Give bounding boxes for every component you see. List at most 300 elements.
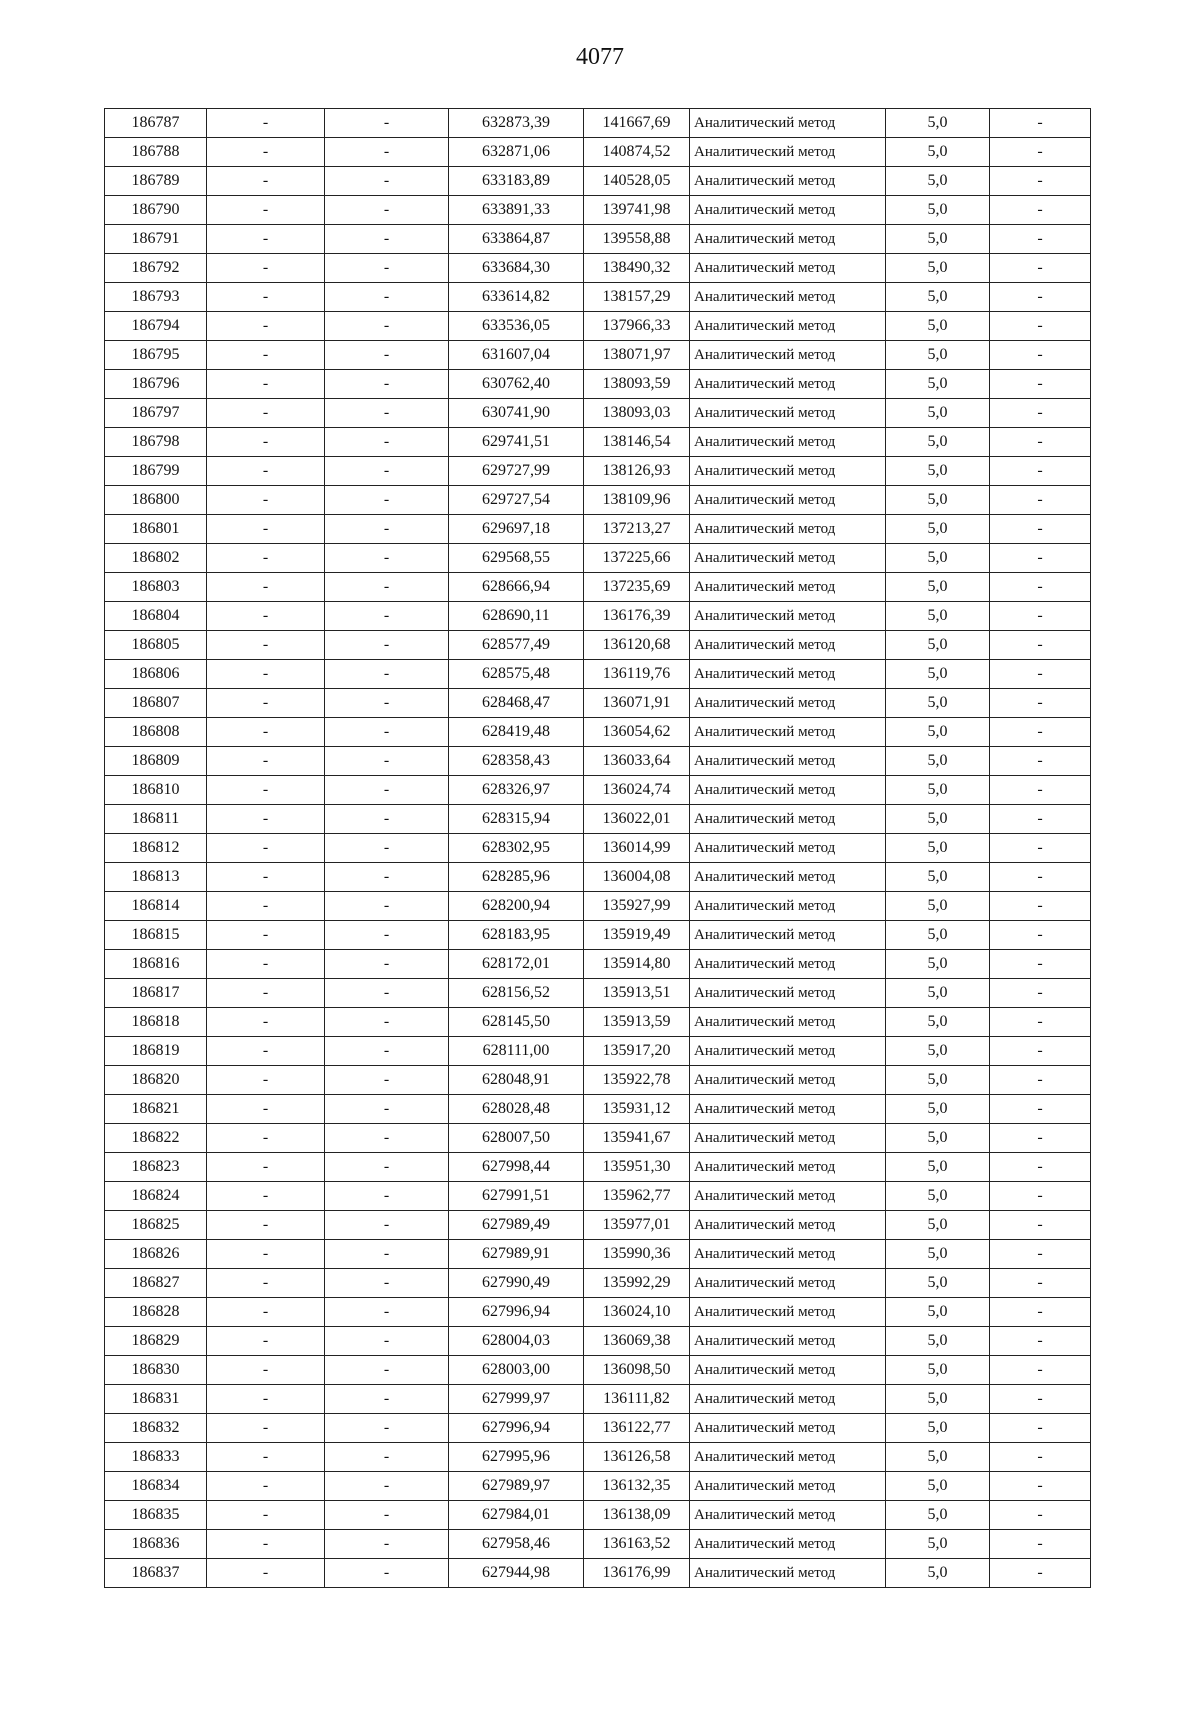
point-number-cell: 186803 [105, 573, 207, 602]
table-row [105, 254, 1091, 283]
table-row [105, 138, 1091, 167]
x-coordinate-cell: 628419,48 [449, 718, 584, 747]
empty-cell-3: - [990, 225, 1091, 254]
y-coordinate-cell: 136111,82 [584, 1385, 690, 1414]
empty-cell-1: - [207, 660, 325, 689]
table-row [105, 1240, 1091, 1269]
x-coordinate-cell: 633183,89 [449, 167, 584, 196]
empty-cell-2: - [325, 167, 449, 196]
method-cell: Аналитический метод [690, 341, 886, 370]
empty-cell-1: - [207, 312, 325, 341]
empty-cell-2: - [325, 602, 449, 631]
empty-cell-1: - [207, 1559, 325, 1588]
empty-cell-1: - [207, 138, 325, 167]
point-number-cell: 186834 [105, 1472, 207, 1501]
y-coordinate-cell: 138093,03 [584, 399, 690, 428]
empty-cell-3: - [990, 631, 1091, 660]
y-coordinate-cell: 135951,30 [584, 1153, 690, 1182]
empty-cell-1: - [207, 225, 325, 254]
empty-cell-2: - [325, 950, 449, 979]
empty-cell-2: - [325, 225, 449, 254]
y-coordinate-cell: 136119,76 [584, 660, 690, 689]
empty-cell-3: - [990, 602, 1091, 631]
empty-cell-1: - [207, 892, 325, 921]
empty-cell-3: - [990, 1008, 1091, 1037]
y-coordinate-cell: 135992,29 [584, 1269, 690, 1298]
point-number-cell: 186815 [105, 921, 207, 950]
empty-cell-2: - [325, 573, 449, 602]
empty-cell-3: - [990, 1327, 1091, 1356]
x-coordinate-cell: 628007,50 [449, 1124, 584, 1153]
point-number-cell: 186832 [105, 1414, 207, 1443]
method-cell: Аналитический метод [690, 834, 886, 863]
empty-cell-1: - [207, 515, 325, 544]
method-cell: Аналитический метод [690, 921, 886, 950]
empty-cell-2: - [325, 1095, 449, 1124]
empty-cell-2: - [325, 1066, 449, 1095]
method-cell: Аналитический метод [690, 370, 886, 399]
accuracy-cell: 5,0 [886, 718, 990, 747]
empty-cell-1: - [207, 1414, 325, 1443]
empty-cell-2: - [325, 283, 449, 312]
empty-cell-2: - [325, 1037, 449, 1066]
point-number-cell: 186796 [105, 370, 207, 399]
method-cell: Аналитический метод [690, 225, 886, 254]
empty-cell-2: - [325, 1443, 449, 1472]
empty-cell-1: - [207, 1008, 325, 1037]
y-coordinate-cell: 135919,49 [584, 921, 690, 950]
empty-cell-1: - [207, 1443, 325, 1472]
table-row [105, 776, 1091, 805]
method-cell: Аналитический метод [690, 863, 886, 892]
y-coordinate-cell: 136054,62 [584, 718, 690, 747]
accuracy-cell: 5,0 [886, 776, 990, 805]
method-cell: Аналитический метод [690, 631, 886, 660]
accuracy-cell: 5,0 [886, 428, 990, 457]
empty-cell-2: - [325, 1124, 449, 1153]
point-number-cell: 186833 [105, 1443, 207, 1472]
x-coordinate-cell: 627996,94 [449, 1298, 584, 1327]
y-coordinate-cell: 136098,50 [584, 1356, 690, 1385]
empty-cell-1: - [207, 1501, 325, 1530]
x-coordinate-cell: 628145,50 [449, 1008, 584, 1037]
method-cell: Аналитический метод [690, 515, 886, 544]
empty-cell-2: - [325, 1559, 449, 1588]
method-cell: Аналитический метод [690, 486, 886, 515]
empty-cell-3: - [990, 138, 1091, 167]
empty-cell-1: - [207, 1153, 325, 1182]
table-row [105, 283, 1091, 312]
empty-cell-2: - [325, 138, 449, 167]
table-row [105, 167, 1091, 196]
empty-cell-3: - [990, 1501, 1091, 1530]
y-coordinate-cell: 135931,12 [584, 1095, 690, 1124]
point-number-cell: 186826 [105, 1240, 207, 1269]
method-cell: Аналитический метод [690, 1298, 886, 1327]
table-row [105, 1269, 1091, 1298]
table-row [105, 805, 1091, 834]
empty-cell-1: - [207, 1385, 325, 1414]
x-coordinate-cell: 627958,46 [449, 1530, 584, 1559]
empty-cell-2: - [325, 399, 449, 428]
empty-cell-1: - [207, 747, 325, 776]
table-row [105, 1066, 1091, 1095]
point-number-cell: 186837 [105, 1559, 207, 1588]
point-number-cell: 186790 [105, 196, 207, 225]
accuracy-cell: 5,0 [886, 457, 990, 486]
point-number-cell: 186819 [105, 1037, 207, 1066]
empty-cell-3: - [990, 515, 1091, 544]
empty-cell-3: - [990, 1414, 1091, 1443]
accuracy-cell: 5,0 [886, 1356, 990, 1385]
y-coordinate-cell: 140874,52 [584, 138, 690, 167]
method-cell: Аналитический метод [690, 254, 886, 283]
empty-cell-3: - [990, 689, 1091, 718]
point-number-cell: 186822 [105, 1124, 207, 1153]
y-coordinate-cell: 135927,99 [584, 892, 690, 921]
empty-cell-2: - [325, 312, 449, 341]
x-coordinate-cell: 628183,95 [449, 921, 584, 950]
x-coordinate-cell: 629727,99 [449, 457, 584, 486]
empty-cell-3: - [990, 1443, 1091, 1472]
empty-cell-2: - [325, 428, 449, 457]
accuracy-cell: 5,0 [886, 341, 990, 370]
table-row [105, 1385, 1091, 1414]
empty-cell-1: - [207, 718, 325, 747]
x-coordinate-cell: 632871,06 [449, 138, 584, 167]
method-cell: Аналитический метод [690, 399, 886, 428]
x-coordinate-cell: 627989,49 [449, 1211, 584, 1240]
method-cell: Аналитический метод [690, 1037, 886, 1066]
point-number-cell: 186798 [105, 428, 207, 457]
empty-cell-2: - [325, 1327, 449, 1356]
point-number-cell: 186804 [105, 602, 207, 631]
point-number-cell: 186792 [105, 254, 207, 283]
method-cell: Аналитический метод [690, 1443, 886, 1472]
method-cell: Аналитический метод [690, 1066, 886, 1095]
method-cell: Аналитический метод [690, 1385, 886, 1414]
method-cell: Аналитический метод [690, 689, 886, 718]
accuracy-cell: 5,0 [886, 1153, 990, 1182]
x-coordinate-cell: 629697,18 [449, 515, 584, 544]
empty-cell-1: - [207, 573, 325, 602]
point-number-cell: 186810 [105, 776, 207, 805]
method-cell: Аналитический метод [690, 1269, 886, 1298]
empty-cell-3: - [990, 1066, 1091, 1095]
accuracy-cell: 5,0 [886, 979, 990, 1008]
table-row [105, 341, 1091, 370]
x-coordinate-cell: 627998,44 [449, 1153, 584, 1182]
y-coordinate-cell: 139741,98 [584, 196, 690, 225]
method-cell: Аналитический метод [690, 602, 886, 631]
empty-cell-3: - [990, 718, 1091, 747]
table-row [105, 1530, 1091, 1559]
method-cell: Аналитический метод [690, 1327, 886, 1356]
empty-cell-3: - [990, 660, 1091, 689]
empty-cell-2: - [325, 631, 449, 660]
point-number-cell: 186791 [105, 225, 207, 254]
y-coordinate-cell: 136069,38 [584, 1327, 690, 1356]
empty-cell-3: - [990, 254, 1091, 283]
empty-cell-3: - [990, 109, 1091, 138]
x-coordinate-cell: 627996,94 [449, 1414, 584, 1443]
x-coordinate-cell: 629741,51 [449, 428, 584, 457]
table-row [105, 457, 1091, 486]
x-coordinate-cell: 633684,30 [449, 254, 584, 283]
empty-cell-1: - [207, 1124, 325, 1153]
y-coordinate-cell: 141667,69 [584, 109, 690, 138]
empty-cell-2: - [325, 457, 449, 486]
empty-cell-2: - [325, 109, 449, 138]
table-row [105, 1008, 1091, 1037]
empty-cell-1: - [207, 950, 325, 979]
point-number-cell: 186830 [105, 1356, 207, 1385]
method-cell: Аналитический метод [690, 805, 886, 834]
empty-cell-1: - [207, 1530, 325, 1559]
empty-cell-2: - [325, 515, 449, 544]
y-coordinate-cell: 135917,20 [584, 1037, 690, 1066]
table-row [105, 573, 1091, 602]
method-cell: Аналитический метод [690, 312, 886, 341]
method-cell: Аналитический метод [690, 747, 886, 776]
accuracy-cell: 5,0 [886, 1472, 990, 1501]
method-cell: Аналитический метод [690, 1124, 886, 1153]
accuracy-cell: 5,0 [886, 1182, 990, 1211]
point-number-cell: 186805 [105, 631, 207, 660]
point-number-cell: 186797 [105, 399, 207, 428]
empty-cell-3: - [990, 370, 1091, 399]
point-number-cell: 186789 [105, 167, 207, 196]
accuracy-cell: 5,0 [886, 805, 990, 834]
x-coordinate-cell: 628666,94 [449, 573, 584, 602]
empty-cell-3: - [990, 979, 1091, 1008]
empty-cell-2: - [325, 834, 449, 863]
y-coordinate-cell: 137235,69 [584, 573, 690, 602]
empty-cell-3: - [990, 1037, 1091, 1066]
x-coordinate-cell: 633614,82 [449, 283, 584, 312]
x-coordinate-cell: 628048,91 [449, 1066, 584, 1095]
table-row [105, 834, 1091, 863]
empty-cell-1: - [207, 1240, 325, 1269]
accuracy-cell: 5,0 [886, 834, 990, 863]
empty-cell-2: - [325, 341, 449, 370]
point-number-cell: 186793 [105, 283, 207, 312]
empty-cell-3: - [990, 1356, 1091, 1385]
x-coordinate-cell: 628004,03 [449, 1327, 584, 1356]
empty-cell-1: - [207, 1037, 325, 1066]
method-cell: Аналитический метод [690, 1530, 886, 1559]
empty-cell-1: - [207, 1327, 325, 1356]
method-cell: Аналитический метод [690, 1240, 886, 1269]
y-coordinate-cell: 136138,09 [584, 1501, 690, 1530]
method-cell: Аналитический метод [690, 1472, 886, 1501]
empty-cell-3: - [990, 1211, 1091, 1240]
empty-cell-1: - [207, 399, 325, 428]
empty-cell-3: - [990, 834, 1091, 863]
accuracy-cell: 5,0 [886, 312, 990, 341]
empty-cell-2: - [325, 805, 449, 834]
method-cell: Аналитический метод [690, 979, 886, 1008]
x-coordinate-cell: 628172,01 [449, 950, 584, 979]
y-coordinate-cell: 137213,27 [584, 515, 690, 544]
x-coordinate-cell: 633864,87 [449, 225, 584, 254]
accuracy-cell: 5,0 [886, 515, 990, 544]
x-coordinate-cell: 628358,43 [449, 747, 584, 776]
accuracy-cell: 5,0 [886, 892, 990, 921]
x-coordinate-cell: 628003,00 [449, 1356, 584, 1385]
table-row [105, 747, 1091, 776]
empty-cell-1: - [207, 486, 325, 515]
point-number-cell: 186814 [105, 892, 207, 921]
x-coordinate-cell: 632873,39 [449, 109, 584, 138]
y-coordinate-cell: 135914,80 [584, 950, 690, 979]
y-coordinate-cell: 138071,97 [584, 341, 690, 370]
table-row [105, 1559, 1091, 1588]
empty-cell-2: - [325, 1530, 449, 1559]
empty-cell-3: - [990, 312, 1091, 341]
empty-cell-3: - [990, 863, 1091, 892]
empty-cell-2: - [325, 892, 449, 921]
accuracy-cell: 5,0 [886, 138, 990, 167]
y-coordinate-cell: 135913,59 [584, 1008, 690, 1037]
empty-cell-1: - [207, 602, 325, 631]
accuracy-cell: 5,0 [886, 573, 990, 602]
method-cell: Аналитический метод [690, 138, 886, 167]
point-number-cell: 186827 [105, 1269, 207, 1298]
empty-cell-1: - [207, 805, 325, 834]
table-row [105, 1153, 1091, 1182]
y-coordinate-cell: 138490,32 [584, 254, 690, 283]
table-row [105, 1327, 1091, 1356]
empty-cell-3: - [990, 1124, 1091, 1153]
x-coordinate-cell: 628326,97 [449, 776, 584, 805]
y-coordinate-cell: 136176,99 [584, 1559, 690, 1588]
table-row [105, 196, 1091, 225]
accuracy-cell: 5,0 [886, 1269, 990, 1298]
point-number-cell: 186817 [105, 979, 207, 1008]
accuracy-cell: 5,0 [886, 1298, 990, 1327]
method-cell: Аналитический метод [690, 718, 886, 747]
method-cell: Аналитический метод [690, 283, 886, 312]
table-row [105, 1443, 1091, 1472]
y-coordinate-cell: 137966,33 [584, 312, 690, 341]
method-cell: Аналитический метод [690, 1501, 886, 1530]
accuracy-cell: 5,0 [886, 1443, 990, 1472]
empty-cell-3: - [990, 486, 1091, 515]
empty-cell-2: - [325, 979, 449, 1008]
empty-cell-2: - [325, 1385, 449, 1414]
x-coordinate-cell: 628315,94 [449, 805, 584, 834]
y-coordinate-cell: 136126,58 [584, 1443, 690, 1472]
empty-cell-2: - [325, 486, 449, 515]
point-number-cell: 186812 [105, 834, 207, 863]
table-row [105, 631, 1091, 660]
y-coordinate-cell: 136033,64 [584, 747, 690, 776]
empty-cell-1: - [207, 1095, 325, 1124]
empty-cell-2: - [325, 254, 449, 283]
table-row [105, 312, 1091, 341]
empty-cell-1: - [207, 863, 325, 892]
empty-cell-3: - [990, 573, 1091, 602]
empty-cell-3: - [990, 1095, 1091, 1124]
empty-cell-1: - [207, 370, 325, 399]
empty-cell-3: - [990, 544, 1091, 573]
table-row [105, 1182, 1091, 1211]
table-row [105, 660, 1091, 689]
empty-cell-1: - [207, 776, 325, 805]
method-cell: Аналитический метод [690, 950, 886, 979]
accuracy-cell: 5,0 [886, 1327, 990, 1356]
y-coordinate-cell: 138126,93 [584, 457, 690, 486]
accuracy-cell: 5,0 [886, 921, 990, 950]
empty-cell-1: - [207, 1356, 325, 1385]
table-row [105, 1298, 1091, 1327]
point-number-cell: 186823 [105, 1153, 207, 1182]
x-coordinate-cell: 630741,90 [449, 399, 584, 428]
method-cell: Аналитический метод [690, 457, 886, 486]
table-row [105, 1501, 1091, 1530]
y-coordinate-cell: 136024,10 [584, 1298, 690, 1327]
empty-cell-1: - [207, 1472, 325, 1501]
method-cell: Аналитический метод [690, 573, 886, 602]
accuracy-cell: 5,0 [886, 1008, 990, 1037]
empty-cell-1: - [207, 1269, 325, 1298]
y-coordinate-cell: 140528,05 [584, 167, 690, 196]
empty-cell-1: - [207, 1298, 325, 1327]
empty-cell-3: - [990, 457, 1091, 486]
y-coordinate-cell: 136132,35 [584, 1472, 690, 1501]
y-coordinate-cell: 136014,99 [584, 834, 690, 863]
table-row [105, 863, 1091, 892]
accuracy-cell: 5,0 [886, 283, 990, 312]
point-number-cell: 186801 [105, 515, 207, 544]
y-coordinate-cell: 136004,08 [584, 863, 690, 892]
x-coordinate-cell: 628156,52 [449, 979, 584, 1008]
accuracy-cell: 5,0 [886, 1385, 990, 1414]
empty-cell-1: - [207, 1182, 325, 1211]
y-coordinate-cell: 138109,96 [584, 486, 690, 515]
accuracy-cell: 5,0 [886, 399, 990, 428]
accuracy-cell: 5,0 [886, 1414, 990, 1443]
empty-cell-3: - [990, 1182, 1091, 1211]
point-number-cell: 186836 [105, 1530, 207, 1559]
y-coordinate-cell: 138146,54 [584, 428, 690, 457]
empty-cell-2: - [325, 1269, 449, 1298]
x-coordinate-cell: 628028,48 [449, 1095, 584, 1124]
table-row [105, 950, 1091, 979]
empty-cell-3: - [990, 1472, 1091, 1501]
empty-cell-3: - [990, 283, 1091, 312]
empty-cell-1: - [207, 428, 325, 457]
table-row [105, 1472, 1091, 1501]
point-number-cell: 186794 [105, 312, 207, 341]
x-coordinate-cell: 627995,96 [449, 1443, 584, 1472]
x-coordinate-cell: 628285,96 [449, 863, 584, 892]
table-row [105, 602, 1091, 631]
point-number-cell: 186799 [105, 457, 207, 486]
point-number-cell: 186816 [105, 950, 207, 979]
x-coordinate-cell: 627989,91 [449, 1240, 584, 1269]
empty-cell-2: - [325, 196, 449, 225]
accuracy-cell: 5,0 [886, 863, 990, 892]
empty-cell-3: - [990, 428, 1091, 457]
point-number-cell: 186807 [105, 689, 207, 718]
table-row [105, 1037, 1091, 1066]
coordinates-table [104, 108, 1091, 1588]
x-coordinate-cell: 633536,05 [449, 312, 584, 341]
table-row [105, 892, 1091, 921]
method-cell: Аналитический метод [690, 776, 886, 805]
